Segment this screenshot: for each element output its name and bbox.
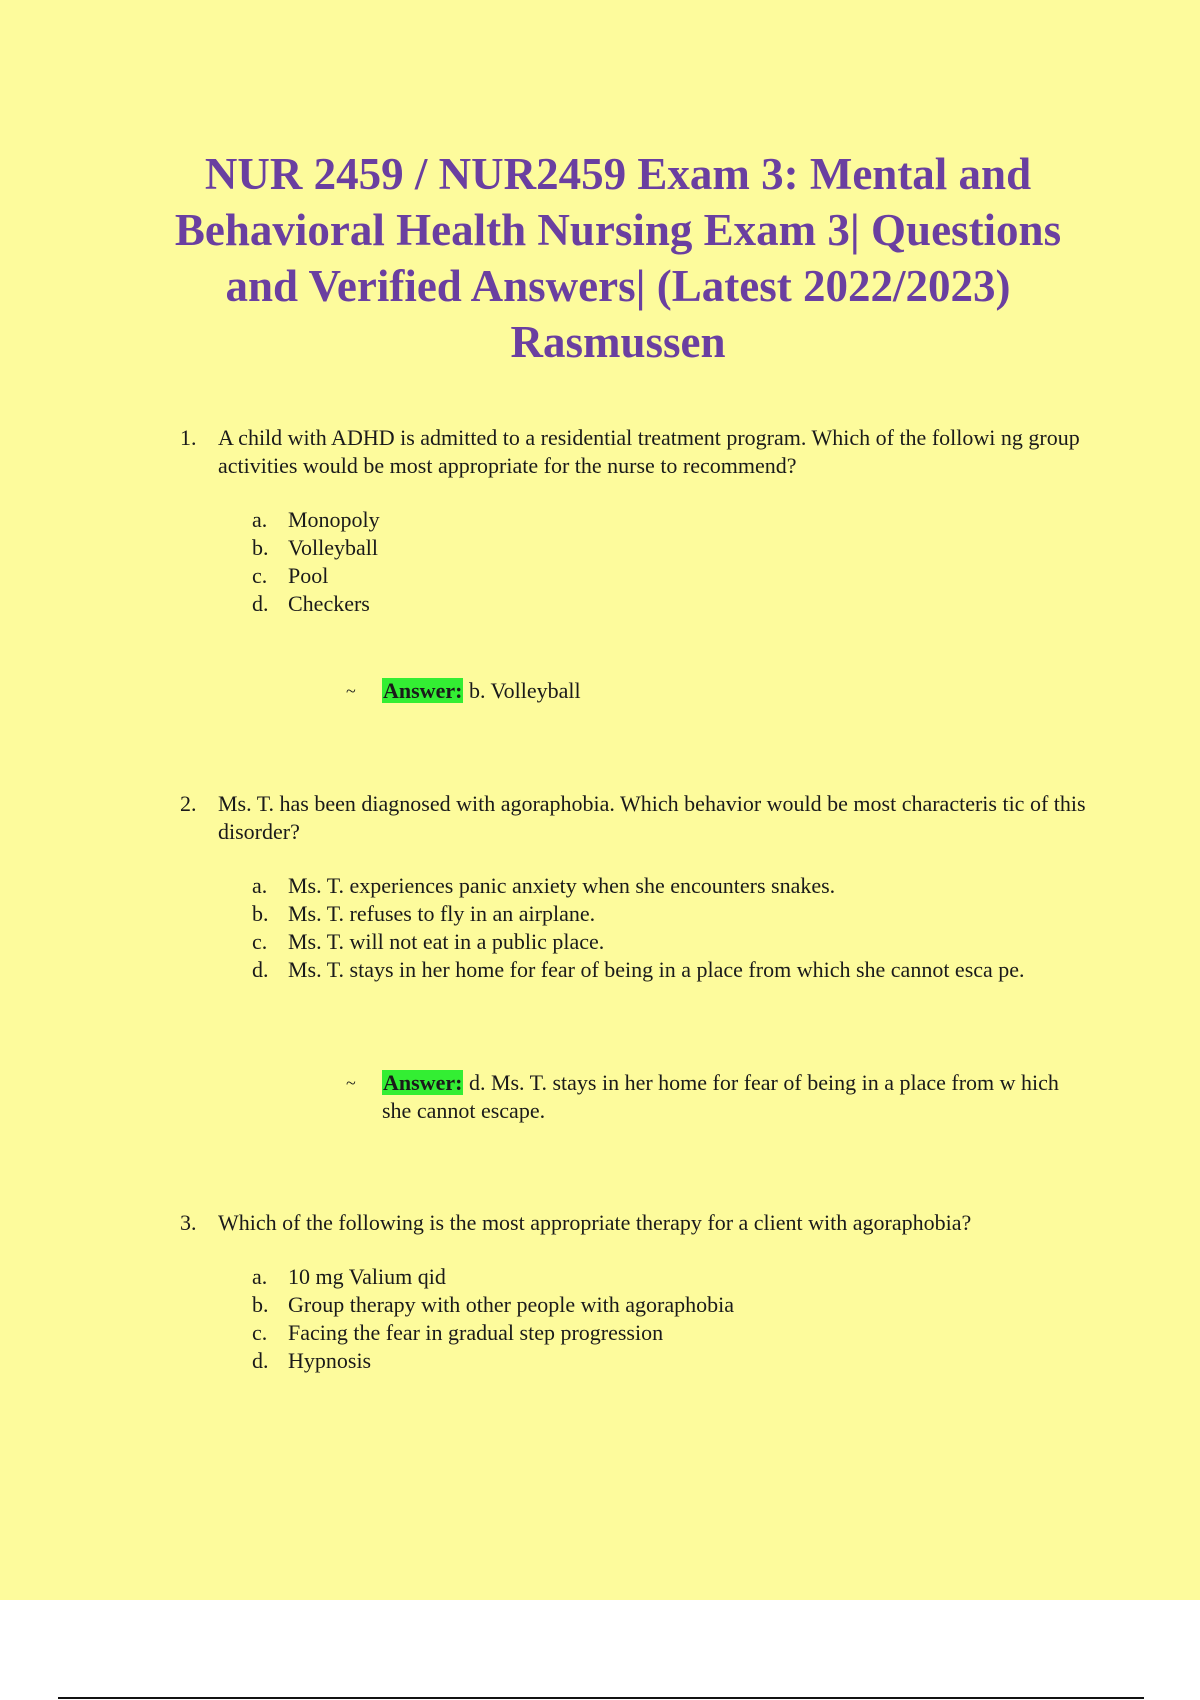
option-item <box>252 590 1090 618</box>
answer-2 <box>346 1069 1088 1125</box>
option-letter: b. <box>252 1292 269 1317</box>
option-item <box>252 928 1090 956</box>
question-number: 1. <box>180 425 197 450</box>
option-letter: c. <box>252 929 268 954</box>
option-item <box>252 1319 1090 1347</box>
option-text: Monopoly <box>288 507 380 532</box>
option-letter: d. <box>252 1348 269 1373</box>
option-text: Ms. T. stays in her home for fear of being in a place from which she cannot esca pe. <box>288 957 1025 982</box>
document-title: NUR 2459 / NUR2459 Exam 3: Mental and Behavioral Health Nursing Exam 3| Questions and Verified Answers| (Latest 2022/2023) Rasmussen <box>174 149 1062 367</box>
option-letter: c. <box>252 563 268 588</box>
option-text: Ms. T. refuses to fly in an airplane. <box>288 901 596 926</box>
answer-marker: ~ <box>346 681 356 701</box>
option-item <box>252 872 1090 900</box>
answer-text: b. Volleyball <box>468 678 581 703</box>
answer-label: Answer: <box>383 1070 463 1095</box>
question-text: Which of the following is the most appropriate therapy for a client with agoraphobia? <box>218 1210 972 1235</box>
option-item <box>252 534 1090 562</box>
option-list <box>252 1263 1090 1375</box>
option-letter: b. <box>252 535 269 560</box>
option-text: Pool <box>288 563 329 588</box>
option-letter: a. <box>252 1264 268 1289</box>
option-list <box>252 506 1090 618</box>
question-number: 3. <box>180 1210 197 1235</box>
option-list <box>252 872 1090 984</box>
answer-marker: ~ <box>346 1073 356 1093</box>
option-text: Hypnosis <box>288 1348 372 1373</box>
question-text: Ms. T. has been diagnosed with agoraphobia. Which behavior would be most characteris tic of this disorder? <box>218 791 1086 844</box>
question-1 <box>180 424 1090 618</box>
option-letter: d. <box>252 957 269 982</box>
option-item <box>252 956 1090 984</box>
option-text: Ms. T. experiences panic anxiety when she encounters snakes. <box>288 873 836 898</box>
option-item <box>252 1263 1090 1291</box>
option-text: Group therapy with other people with agoraphobia <box>288 1292 734 1317</box>
option-letter: b. <box>252 901 269 926</box>
option-letter: a. <box>252 507 268 532</box>
option-text: Facing the fear in gradual step progression <box>288 1320 664 1345</box>
option-item <box>252 1291 1090 1319</box>
option-item <box>252 1347 1090 1375</box>
option-text: Ms. T. will not eat in a public place. <box>288 929 605 954</box>
option-letter: a. <box>252 873 268 898</box>
option-item <box>252 562 1090 590</box>
question-number: 2. <box>180 791 197 816</box>
question-text: A child with ADHD is admitted to a residential treatment program. Which of the followi ng group activities would be most appropriate for the nurse to recommend? <box>218 425 1080 478</box>
option-item <box>252 506 1090 534</box>
option-text: Volleyball <box>288 535 379 560</box>
answer-label: Answer: <box>383 678 463 703</box>
question-2 <box>180 790 1090 984</box>
option-letter: d. <box>252 591 269 616</box>
answer-1 <box>346 677 1088 705</box>
answer-text: d. Ms. T. stays in her home for fear of being in a place from w hich she cannot escape. <box>382 1070 1059 1123</box>
option-item <box>252 900 1090 928</box>
option-text: Checkers <box>288 591 370 616</box>
question-3 <box>180 1209 1090 1375</box>
option-letter: c. <box>252 1320 268 1345</box>
option-text: 10 mg Valium qid <box>288 1264 446 1289</box>
footer-divider <box>58 1697 1144 1699</box>
